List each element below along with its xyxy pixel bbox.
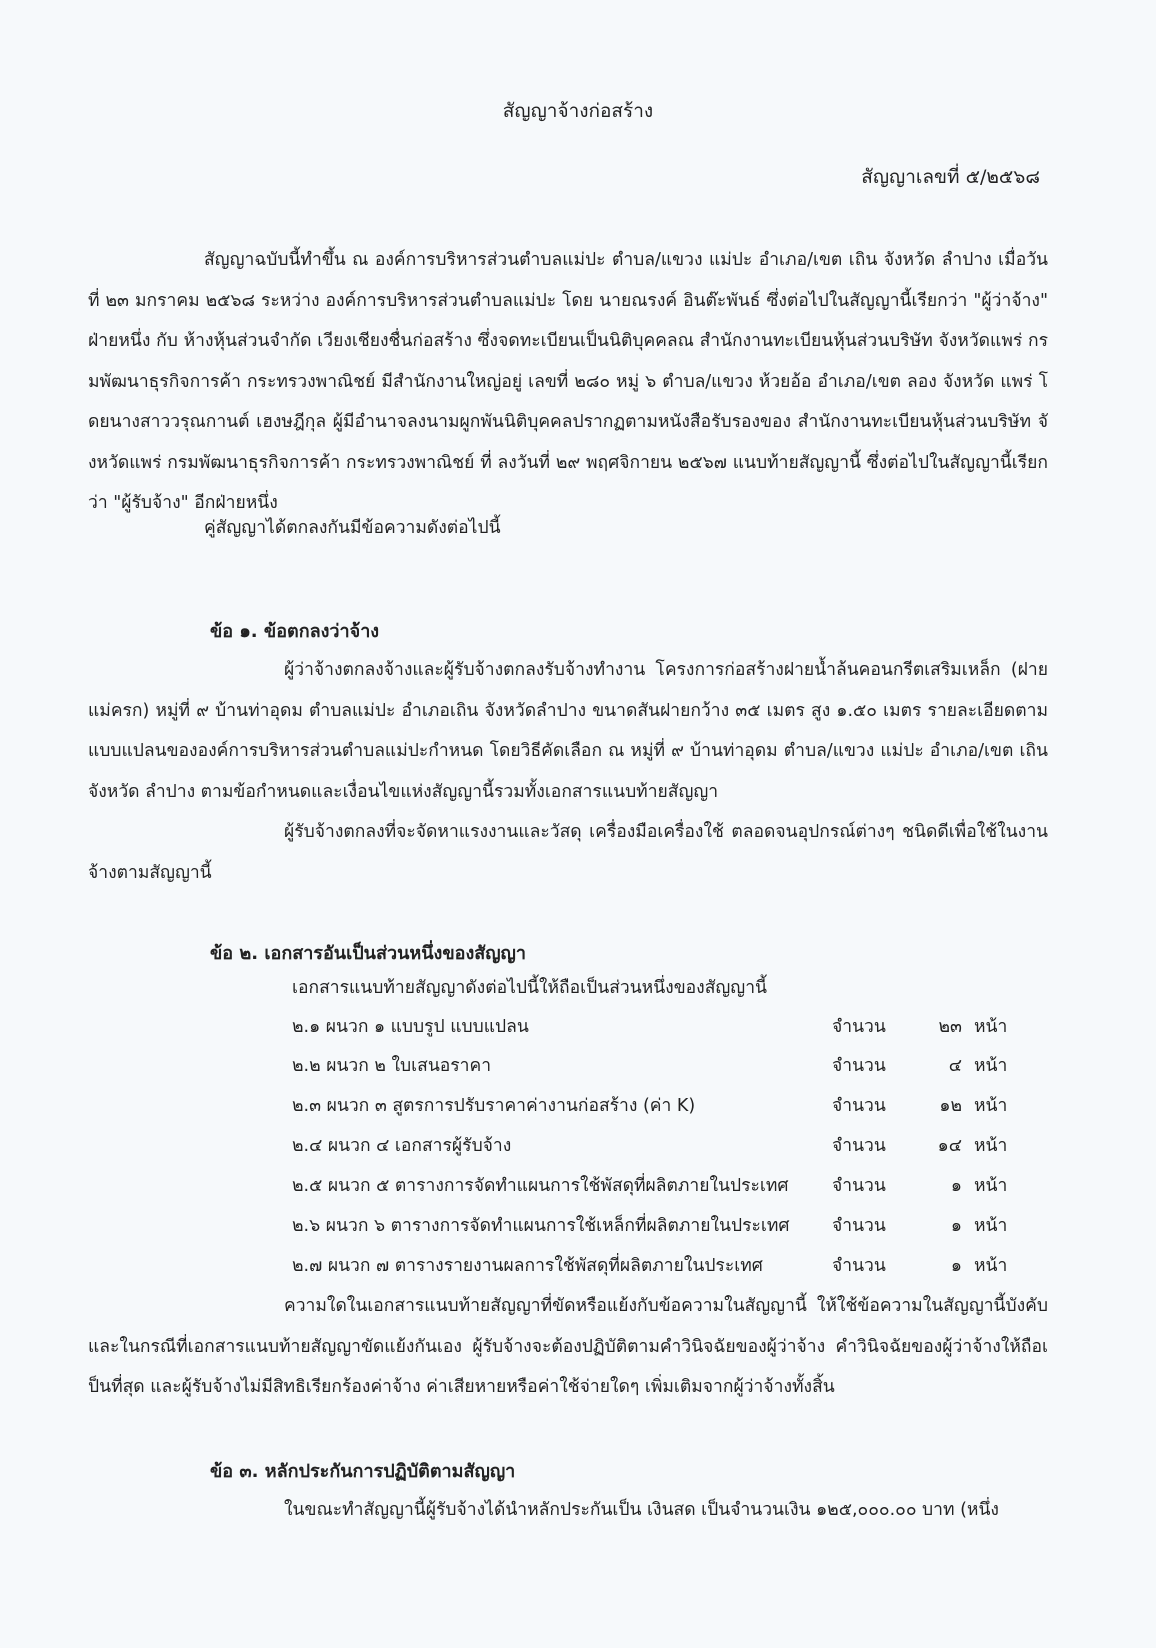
attachment-name: ๒.๓ ผนวก ๓ สูตรการปรับราคาค่างานก่อสร้าง (ค่า K) [292, 1096, 696, 1116]
attachment-unit: หน้า [974, 1176, 1008, 1196]
attachment-row [292, 1131, 1016, 1161]
attachment-count-label: จำนวน [832, 1056, 886, 1076]
attachment-name: ๒.๕ ผนวก ๕ ตารางการจัดทำแผนการใช้พัสดุที่ผลิตภายในประเทศ [292, 1176, 789, 1196]
attachment-count-label: จำนวน [832, 1256, 886, 1276]
clause1-paragraph-1 [88, 650, 1048, 812]
attachment-count: ๔ [948, 1056, 962, 1076]
attachment-count: ๒๓ [938, 1017, 962, 1037]
clause2-closing-paragraph [88, 1286, 1048, 1408]
attachment-unit: หน้า [974, 1136, 1008, 1156]
clause3-heading: ข้อ ๓. หลักประกันการปฏิบัติตามสัญญา [210, 1461, 516, 1482]
attachment-count: ๑๒ [939, 1096, 962, 1116]
attachment-count: ๑๔ [937, 1136, 962, 1156]
attachment-row [292, 1171, 1016, 1201]
attachment-unit: หน้า [974, 1017, 1008, 1037]
attachment-unit: หน้า [974, 1216, 1008, 1236]
attachment-unit: หน้า [974, 1256, 1008, 1276]
clause1-p2-text: ผู้รับจ้างตกลงที่จะจัดหาแรงงานและวัสดุ เครื่องมือเครื่องใช้ ตลอดจนอุปกรณ์ต่างๆ ชนิดดีเพื่อใช้ในงานจ้างตามสัญญานี้ [88, 822, 1048, 883]
attachment-row [292, 1012, 1016, 1042]
agreement-line: คู่สัญญาได้ตกลงกันมีข้อความดังต่อไปนี้ [204, 518, 501, 538]
attachment-row [292, 1091, 1016, 1121]
attachment-count: ๑ [950, 1176, 962, 1196]
attachment-row [292, 1251, 1016, 1281]
attachment-unit: หน้า [974, 1096, 1008, 1116]
attachment-count-label: จำนวน [832, 1176, 886, 1196]
attachment-count: ๑ [950, 1256, 962, 1276]
attachment-count: ๑ [950, 1216, 962, 1236]
attachment-unit: หน้า [974, 1056, 1008, 1076]
attachment-count-label: จำนวน [832, 1017, 886, 1037]
clause2-intro: เอกสารแนบท้ายสัญญาดังต่อไปนี้ให้ถือเป็นส่วนหนึ่งของสัญญานี้ [292, 978, 768, 998]
attachment-count-label: จำนวน [832, 1216, 886, 1236]
contract-number: สัญญาเลขที่ ๕/๒๕๖๘ [861, 166, 1040, 188]
attachment-row [292, 1051, 1016, 1081]
preamble-text: สัญญาฉบับนี้ทำขึ้น ณ องค์การบริหารส่วนตำบลแม่ปะ ตำบล/แขวง แม่ปะ อำเภอ/เขต เถิน จังหวัด ลำปาง เมื่อวันที่ ๒๓ มกราคม ๒๕๖๘ ระหว่าง องค์การบริหารส่วนตำบลแม่ปะ โดย นายณรงค์ อินต๊ะพันธ์ ซึ่งต่อไปในสัญญานี้เรียกว่า "ผู้ว่าจ้าง" ฝ่ายหนึ่ง กับ ห้างหุ้นส่วนจำกัด เวียงเชียงชื่นก่อสร้าง ซึ่งจดทะเบียนเป็นนิติบุคคลณ สำนักงานทะเบียนหุ้นส่วนบริษัท จังหวัดแพร่ กรมพัฒนาธุรกิจการค้า กระทรวงพาณิชย์ มีสำนักงานใหญ่อยู่ เลขที่ ๒๘๐ หมู่ ๖ ตำบล/แขวง ห้วยอ้อ อำเภอ/เขต ลอง จังหวัด แพร่ โดยนางสาววรุณกานต์ เฮงษฎีกุล ผู้มีอำนาจลงนามผูกพันนิติบุคคลปรากฏตามหนังสือรับรองของ สำนักงานทะเบียนหุ้นส่วนบริษัท จังหวัดแพร่ กรมพัฒนาธุรกิจการค้า กระทรวงพาณิชย์ ที่ ลงวันที่ ๒๙ พฤศจิกายน ๒๕๖๗ แนบท้ายสัญญานี้ ซึ่งต่อไปในสัญญานี้เรียกว่า "ผู้รับจ้าง" อีกฝ่ายหนึ่ง [88, 250, 1048, 513]
attachment-row [292, 1211, 1016, 1241]
clause2-heading: ข้อ ๒. เอกสารอันเป็นส่วนหนึ่งของสัญญา [210, 943, 527, 964]
clause3-p1-text: ในขณะทำสัญญานี้ผู้รับจ้างได้นำหลักประกันเป็น เงินสด เป็นจำนวนเงิน ๑๒๕,๐๐๐.๐๐ บาท (หนึ่ง [284, 1500, 999, 1520]
attachment-name: ๒.๖ ผนวก ๖ ตารางการจัดทำแผนการใช้เหล็กที่ผลิตภายในประเทศ [292, 1216, 790, 1236]
attachment-count-label: จำนวน [832, 1096, 886, 1116]
document-title: สัญญาจ้างก่อสร้าง [502, 100, 654, 122]
attachment-name: ๒.๔ ผนวก ๔ เอกสารผู้รับจ้าง [292, 1136, 512, 1156]
clause1-heading: ข้อ ๑. ข้อตกลงว่าจ้าง [210, 621, 380, 642]
attachment-count-label: จำนวน [832, 1136, 886, 1156]
clause3-paragraph-1 [88, 1490, 1048, 1531]
attachment-name: ๒.๑ ผนวก ๑ แบบรูป แบบแปลน [292, 1017, 529, 1037]
preamble-paragraph [88, 240, 1048, 524]
attachment-name: ๒.๒ ผนวก ๒ ใบเสนอราคา [292, 1056, 492, 1076]
clause1-p1-text: ผู้ว่าจ้างตกลงจ้างและผู้รับจ้างตกลงรับจ้างทำงาน โครงการก่อสร้างฝายน้ำล้นคอนกรีตเสริมเหล็ก (ฝายแม่ครก) หมู่ที่ ๙ บ้านท่าอุดม ตำบลแม่ปะ อำเภอเถิน จังหวัดลำปาง ขนาดสันฝายกว้าง ๓๕ เมตร สูง ๑.๕๐ เมตร รายละเอียดตามแบบแปลนขององค์การบริหารส่วนตำบลแม่ปะกำหนด โดยวิธีคัดเลือก ณ หมู่ที่ ๙ บ้านท่าอุดม ตำบล/แขวง แม่ปะ อำเภอ/เขต เถิน จังหวัด ลำปาง ตามข้อกำหนดและเงื่อนไขแห่งสัญญานี้รวมทั้งเอกสารแนบท้ายสัญญา [88, 660, 1048, 802]
attachment-name: ๒.๗ ผนวก ๗ ตารางรายงานผลการใช้พัสดุที่ผลิตภายในประเทศ [292, 1256, 763, 1276]
clause2-closing-text: ความใดในเอกสารแนบท้ายสัญญาที่ขัดหรือแย้งกับข้อความในสัญญานี้ ให้ใช้ข้อความในสัญญานี้บังคับ และในกรณีที่เอกสารแนบท้ายสัญญาขัดแย้งกันเอง ผู้รับจ้างจะต้องปฏิบัติตามคำวินิจฉัยของผู้ว่าจ้าง คำวินิจฉัยของผู้ว่าจ้างให้ถือเป็นที่สุด และผู้รับจ้างไม่มีสิทธิเรียกร้องค่าจ้าง ค่าเสียหายหรือค่าใช้จ่ายใดๆ เพิ่มเติมจากผู้ว่าจ้างทั้งสิ้น [88, 1296, 1048, 1397]
clause1-paragraph-2 [88, 812, 1048, 893]
